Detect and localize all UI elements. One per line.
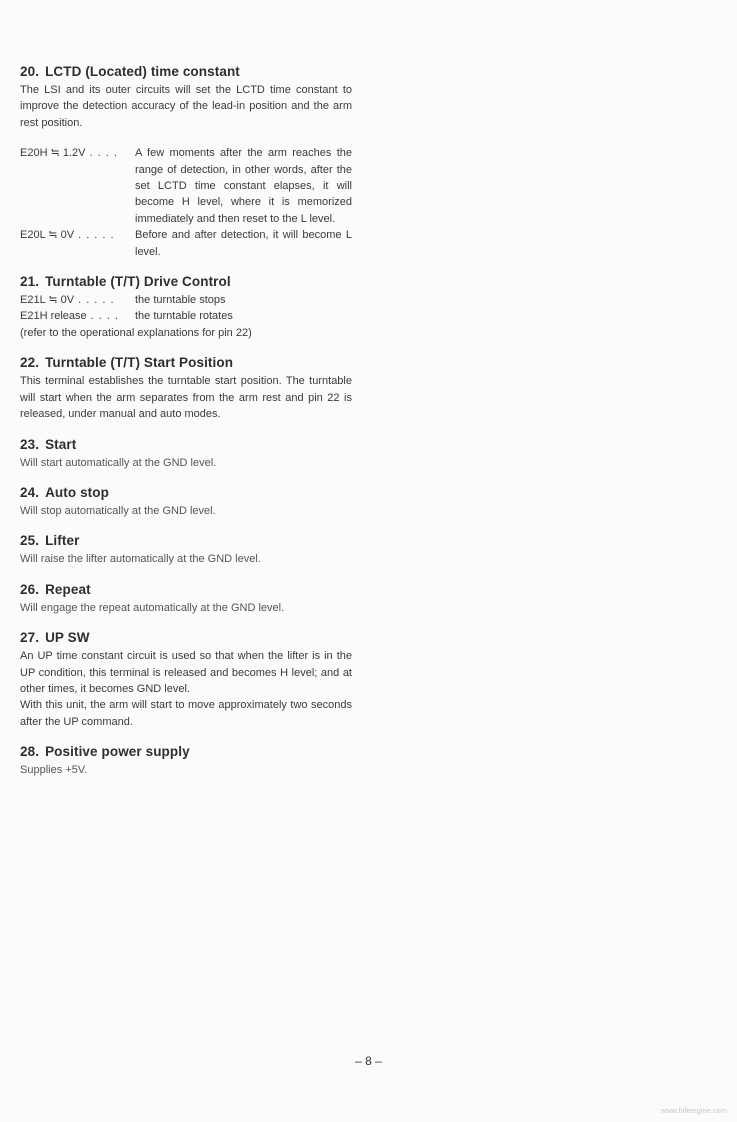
- section-heading: 22. Turntable (T/T) Start Position: [20, 355, 234, 371]
- watermark: www.hifiengine.com: [660, 1106, 727, 1115]
- section-28: [20, 744, 352, 778]
- section-25: [20, 533, 352, 567]
- section-heading: 26. Repeat: [20, 581, 91, 597]
- document-column: [20, 64, 352, 793]
- section-body: Will engage the repeat automatically at the GND level.: [20, 601, 285, 614]
- section-26: [20, 582, 352, 616]
- section-heading: 23. Start: [20, 436, 77, 452]
- section-21: [20, 274, 352, 341]
- definition-row: E21H release . . . . the turntable rotates: [20, 310, 233, 323]
- section-body: Will raise the lifter automatically at the GND level.: [20, 553, 261, 566]
- section-note: (refer to the operational explanations for pin 22): [20, 326, 252, 339]
- definition-row: E21L ≒ 0V . . . . . the turntable stops: [20, 294, 226, 307]
- section-heading: 21. Turntable (T/T) Drive Control: [20, 274, 231, 290]
- section-heading: 27. UP SW: [20, 630, 90, 646]
- section-body: An UP time constant circuit is used so that when the lifter is in the UP condition, this terminal is released and becomes H level; and at other times, it becomes GND level.: [20, 650, 352, 695]
- section-body: This terminal establishes the turntable start position. The turntable will start when the arm separates from the arm rest and pin 22 is released, under manual and auto modes.: [20, 375, 352, 421]
- section-body: Supplies +5V.: [20, 764, 88, 777]
- page-number: – 8 –: [355, 1054, 382, 1068]
- section-heading: 25. Lifter: [20, 533, 80, 549]
- section-20: [20, 64, 352, 260]
- section-body-continued: With this unit, the arm will start to move approximately two seconds after the UP command.: [20, 699, 352, 728]
- section-heading: 24. Auto stop: [20, 484, 109, 500]
- section-body: The LSI and its outer circuits will set the LCTD time constant to improve the detection accuracy of the lead-in position and the arm rest position.: [20, 84, 352, 129]
- section-heading: 20. LCTD (Located) time constant: [20, 64, 240, 79]
- section-heading: 28. Positive power supply: [20, 744, 190, 760]
- section-body: Will stop automatically at the GND level.: [20, 504, 216, 517]
- section-27: [20, 630, 352, 730]
- section-23: [20, 437, 352, 471]
- definition-row: E20H ≒ 1.2V . . . . A few moments after the arm reaches the range of detection, in other words, after the set LCTD time constant elapses, it will become H level, where it is memorized immediately and then reset to the L level.: [20, 147, 352, 225]
- section-22: [20, 355, 352, 422]
- section-24: [20, 485, 352, 519]
- section-body: Will start automatically at the GND level.: [20, 456, 217, 469]
- definition-row: E20L ≒ 0V . . . . . Before and after detection, it will become L level.: [20, 229, 352, 258]
